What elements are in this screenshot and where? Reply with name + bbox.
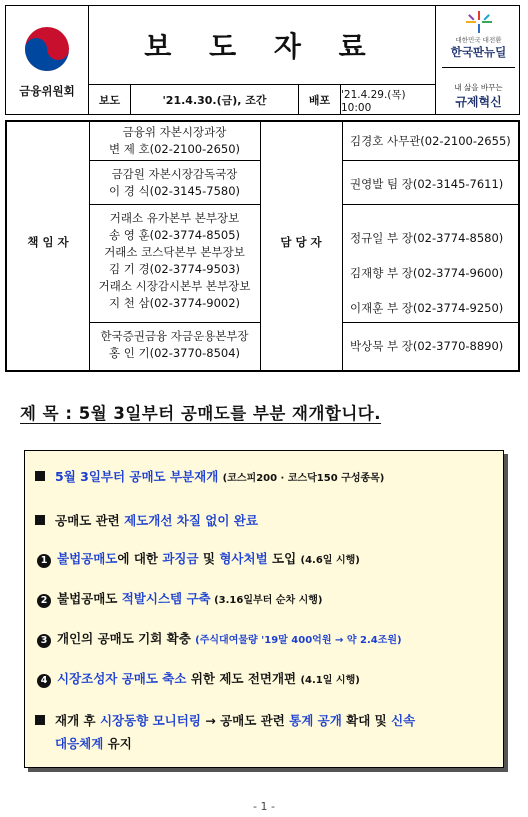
charge-person: 박상묵 부 장(02-3770-8890) (350, 339, 504, 353)
numbered-circle-icon: 3 (37, 634, 51, 648)
page-number: - 1 - (253, 800, 275, 813)
responsible-title: 거래소 유가본부 본부장보 (109, 211, 240, 225)
responsible-entry (89, 210, 260, 312)
summary-subitem: 2 불법공매도 적발시스템 구축 (3.16일부터 순차 시행) (37, 589, 323, 608)
release-label: 보도 (89, 85, 131, 115)
square-bullet-icon (35, 715, 45, 725)
charge-label: 담 당 자 (280, 235, 322, 249)
charge-person: 권영발 팀 장(02-3145-7611) (350, 177, 504, 191)
responsible-title: 한국증권금융 자금운용본부장 (100, 329, 249, 343)
document-title: 보 도 자 료 (89, 5, 435, 85)
summary-item: 재개 후 시장동향 모니터링 → 공매도 관련 통계 공개 확대 및 신속 (35, 711, 415, 729)
responsible-title: 거래소 시장감시본부 본부장보 (98, 279, 251, 293)
brand-small-top: 대한민국 대전환 (455, 36, 502, 44)
release-info-row (89, 85, 435, 115)
responsible-entry (89, 328, 260, 362)
brand-main: 한국판뉴딜 (450, 45, 507, 59)
contacts-table (5, 120, 520, 372)
responsible-title: 금융위 자본시장과장 (122, 125, 227, 139)
responsible-person: 홍 인 기(02-3770-8504) (108, 346, 241, 360)
summary-item: 공매도 관련 제도개선 차질 없이 완료 (35, 511, 258, 529)
charge-person: 정규일 부 장(02-3774-8580) (350, 231, 504, 245)
responsible-person: 변 제 호(02-2100-2650) (108, 142, 241, 156)
new-deal-star-icon (466, 11, 492, 33)
numbered-circle-icon: 1 (37, 554, 51, 568)
responsible-label: 책 임 자 (27, 235, 69, 249)
numbered-circle-icon: 2 (37, 594, 51, 608)
org-logo-block (5, 5, 89, 115)
distribution-label: 배포 (299, 85, 341, 115)
subject-title: 제 목 : 5월 3일부터 공매도를 부분 재개합니다. (20, 404, 382, 423)
responsible-person: 김 기 경(02-3774-9503) (108, 262, 241, 276)
brand-slogan: 내 삶을 바꾸는 (454, 83, 503, 92)
responsible-person: 이 경 식(02-3145-7580) (108, 184, 241, 198)
responsible-entry (89, 166, 260, 200)
distribution-date: '21.4.29.(목) 10:00 (341, 88, 406, 114)
brand-bottom: 규제혁신 (455, 95, 502, 109)
summary-item: 5월 3일부터 공매도 부분재개 (코스피200 · 코스닥150 구성종목) (35, 467, 384, 485)
numbered-circle-icon: 4 (37, 674, 51, 688)
summary-item-continued: 대응체계 유지 (55, 736, 132, 751)
org-name: 금융위원회 (19, 84, 75, 98)
release-date: '21.4.30.(금), 조간 (131, 85, 299, 115)
responsible-title: 금감원 자본시장감독국장 (111, 167, 238, 181)
responsible-title: 거래소 코스닥본부 본부장보 (104, 245, 245, 259)
responsible-person: 지 천 삼(02-3774-9002) (108, 296, 241, 310)
press-release-header (5, 5, 520, 115)
square-bullet-icon (35, 515, 45, 525)
summary-subitem: 3 개인의 공매도 기회 확충 (주식대여물량 '19말 400억원 → 약 2.4조원) (37, 629, 402, 648)
summary-box (24, 450, 504, 768)
responsible-entry (89, 124, 260, 158)
charge-person: 김재향 부 장(02-3774-9600) (350, 266, 504, 280)
charge-person: 김경호 사무관(02-2100-2655) (350, 134, 511, 148)
summary-subitem: 1 불법공매도에 대한 과징금 및 형사처벌 도입 (4.6일 시행) (37, 549, 360, 568)
summary-subitem: 4 시장조성자 공매도 축소 위한 제도 전면개편 (4.1일 시행) (37, 669, 360, 688)
brand-block (435, 5, 520, 115)
charge-person: 이재훈 부 장(02-3774-9250) (350, 301, 504, 315)
taegeuk-emblem-icon (23, 25, 71, 73)
responsible-person: 송 영 훈(02-3774-8505) (108, 228, 241, 242)
square-bullet-icon (35, 471, 45, 481)
